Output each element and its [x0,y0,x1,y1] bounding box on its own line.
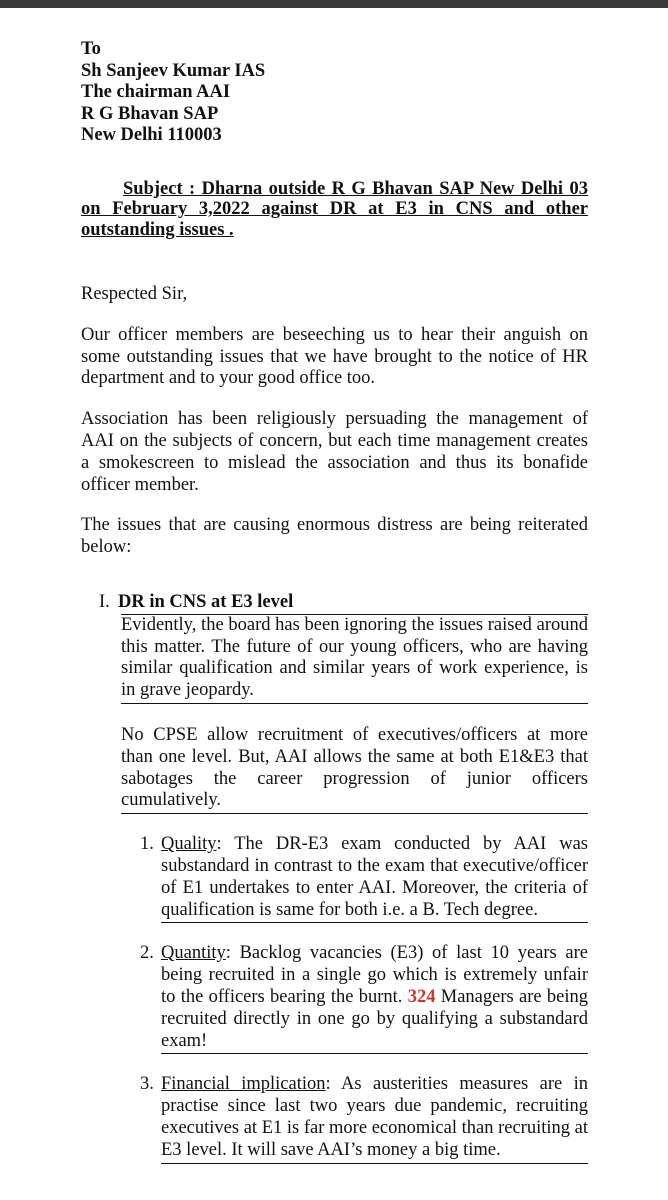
list-number: 3. [140,1074,154,1095]
list-item-text: : As austerities measures are in practise since last two years due pandemic, recruiting executives at E1 is far more economical than recruiting at E3 level. It will save AAI’s money a big time. [161,1074,588,1160]
list-item-label: Financial implication [161,1074,326,1095]
list-item-label: Quantity [161,943,226,964]
list-item-financial [81,1074,588,1163]
subject-line [81,179,588,241]
section-paragraph-2: No CPSE allow recruitment of executives/officers at more than one level. But, AAI allows the same at both E1&E3 that sabotages the career progression of junior officers cumulatively. [121,725,588,814]
address-city: New Delhi 110003 [81,125,222,145]
section-paragraph-1: Evidently, the board has been ignoring the issues raised around this matter. The future of our young officers, who are having similar qualification and similar years of work experience, is in grave jeopardy. [121,614,588,704]
list-item-body [161,943,588,1054]
list-item-body [161,834,588,923]
paragraph-3: The issues that are causing enormous distress are being reiterated below: [81,515,588,558]
list-item-body [161,1074,588,1163]
address-name: Sh Sanjeev Kumar IAS [81,60,266,81]
highlight-number: 324 [407,986,436,1007]
subject-text: Subject : Dharna outside R G Bhavan SAP New Delhi 03 on February 3,2022 against DR at E3 in CNS and other outstanding issues . [81,178,588,240]
paragraph-2: Association has been religiously persuading the management of AAI on the subjects of concern, but each time management creates a smokescreen to mislead the association and thus its bonafide officer member. [81,409,588,495]
list-number: 2. [140,943,154,964]
address-designation: The chairman AAI [81,82,231,102]
list-number: 1. [140,834,154,855]
list-item-quantity [81,943,588,1054]
salutation: Respected Sir, [81,284,188,304]
list-item-text: : The DR-E3 exam conducted by AAI was substandard in contrast to the exam that executive/officer of E1 undertakes to enter AAI. Moreover, the criteria of qualification is same for both i.e. a B. Tech degree. [161,834,588,920]
address-to: To [81,39,101,59]
address-building: R G Bhavan SAP [81,103,219,124]
section-heading [81,592,588,614]
list-item-quality [81,834,588,923]
letter-document [81,39,588,1164]
section-numeral: I. [99,591,110,612]
paragraph-1: Our officer members are beseeching us to hear their anguish on some outstanding issues that we have brought to the notice of HR department and to your good office too. [81,324,588,389]
list-item-text-after: Managers are being recruited directly in one go by qualifying a substandard exam! [161,986,588,1051]
section-title: DR in CNS at E3 level [118,591,294,612]
address-block [81,39,588,147]
top-edge-bar [0,0,668,8]
list-item-label: Quality [161,834,217,855]
list-item-text: : Backlog vacancies (E3) of last 10 years are being recruited in a single go which is extremely unfair to the officers bearing the burnt. [161,943,588,1007]
